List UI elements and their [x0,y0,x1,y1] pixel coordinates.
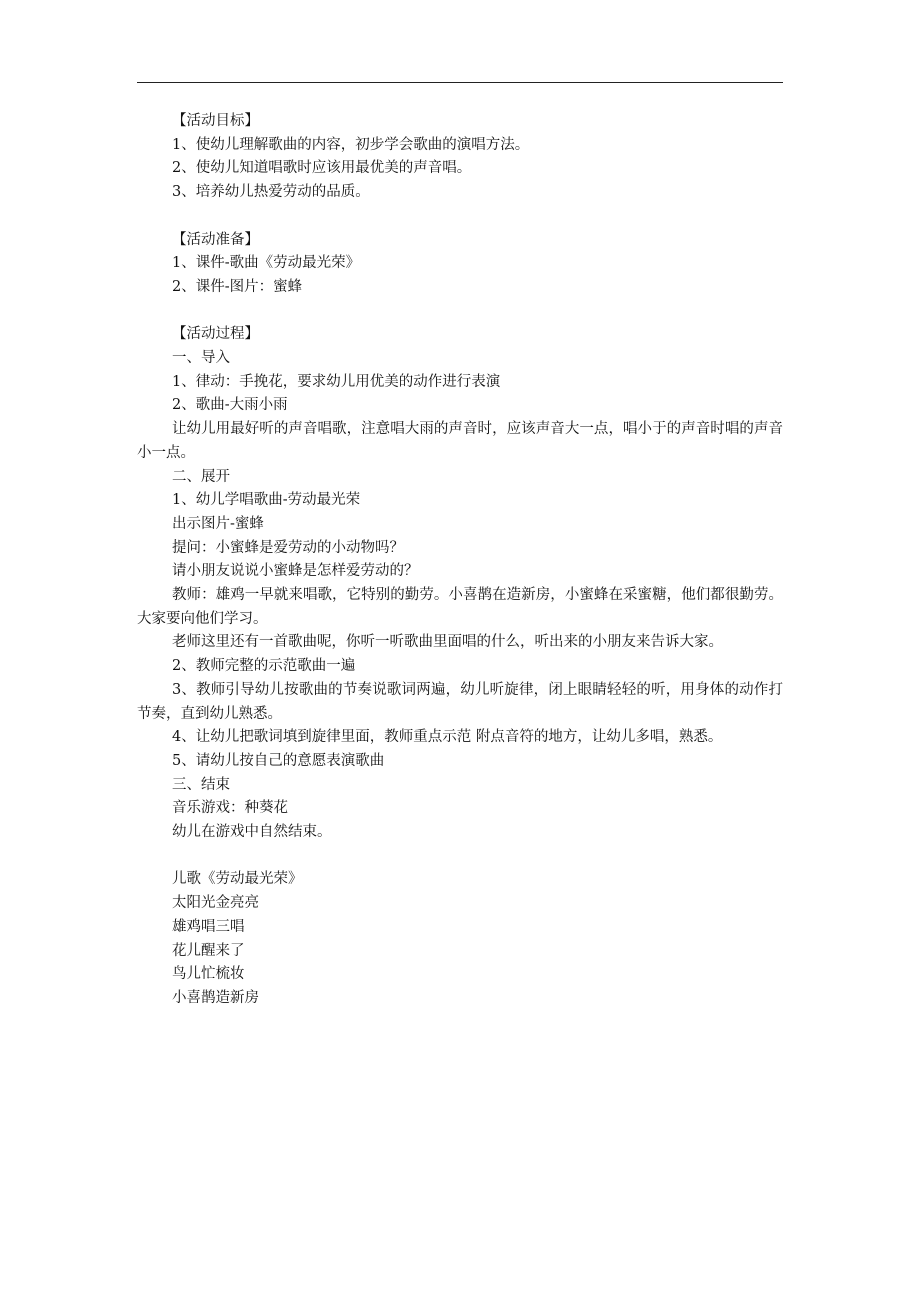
develop-question: 提问：小蜜蜂是爱劳动的小动物吗？ [172,539,404,556]
process-heading: 【活动过程】 [172,326,259,343]
goals-heading: 【活动目标】 [172,113,259,129]
song-line: 花儿醒来了 [172,942,245,959]
intro-paragraph: 让幼儿用最好听的声音唱歌，注意唱大雨的声音时，应该声音大一点，唱小于的声音时唱的声音小一点。 [137,421,783,461]
prep-section [137,229,783,300]
develop-step: 5、请幼儿按自己的意愿表演歌曲 [172,752,385,769]
develop-step: 4、让幼儿把歌词填到旋律里面，教师重点示范 附点音符的地方，让幼儿多唱，熟悉。 [172,729,723,746]
develop-step: 3、教师引导幼儿按歌曲的节奏说歌词两遍，幼儿听旋律，闭上眼睛轻轻的听，用身体的动作打节奏，直到幼儿熟悉。 [137,681,783,722]
header-rule [137,82,783,83]
prep-item: 2、课件-图片：蜜蜂 [172,278,303,295]
develop-show: 出示图片-蜜蜂 [172,515,264,532]
song-line: 鸟儿忙梳妆 [172,966,245,983]
blank-line [137,205,783,229]
develop-step: 1、幼儿学唱歌曲-劳动最光荣 [172,492,361,509]
develop-paragraph: 老师这里还有一首歌曲呢，你听一听歌曲里面唱的什么，听出来的小朋友来告诉大家。 [172,634,723,651]
intro-step: 2、歌曲-大雨小雨 [172,397,288,414]
prep-heading: 【活动准备】 [172,231,259,248]
develop-title: 二、展开 [172,468,230,485]
develop-paragraph: 教师：雄鸡一早就来唱歌，它特别的勤劳。小喜鹊在造新房，小蜜蜂在采蜜糖，他们都很勤劳。大家要向他们学习。 [137,587,783,627]
goal-item: 3、培养幼儿热爱劳动的品质。 [172,184,370,201]
develop-step: 2、教师完整的示范歌曲一遍 [172,658,356,675]
goal-item: 1、使幼儿理解歌曲的内容，初步学会歌曲的演唱方法。 [172,136,530,153]
blank-line [137,845,783,869]
develop-question: 请小朋友说说小蜜蜂是怎样爱劳动的？ [172,563,419,580]
song-line: 雄鸡唱三唱 [172,918,245,935]
song-line: 小喜鹊造新房 [172,989,259,1006]
prep-item: 1、课件-歌曲《劳动最光荣》 [172,255,361,272]
process-section [137,323,783,844]
document-body [137,110,783,1011]
intro-step: 1、律动：手挽花，要求幼儿用优美的动作进行表演 [172,373,501,390]
ending-game: 音乐游戏：种葵花 [172,800,288,817]
song-title: 儿歌《劳动最光荣》 [172,871,303,888]
song-section [137,868,783,1010]
ending-close: 幼儿在游戏中自然结束。 [172,824,332,841]
song-line: 太阳光金亮亮 [172,895,259,912]
blank-line [137,300,783,324]
intro-title: 一、导入 [172,350,230,366]
ending-title: 三、结束 [172,776,230,793]
goals-section [137,110,783,205]
goal-item: 2、使幼儿知道唱歌时应该用最优美的声音唱。 [172,160,472,177]
